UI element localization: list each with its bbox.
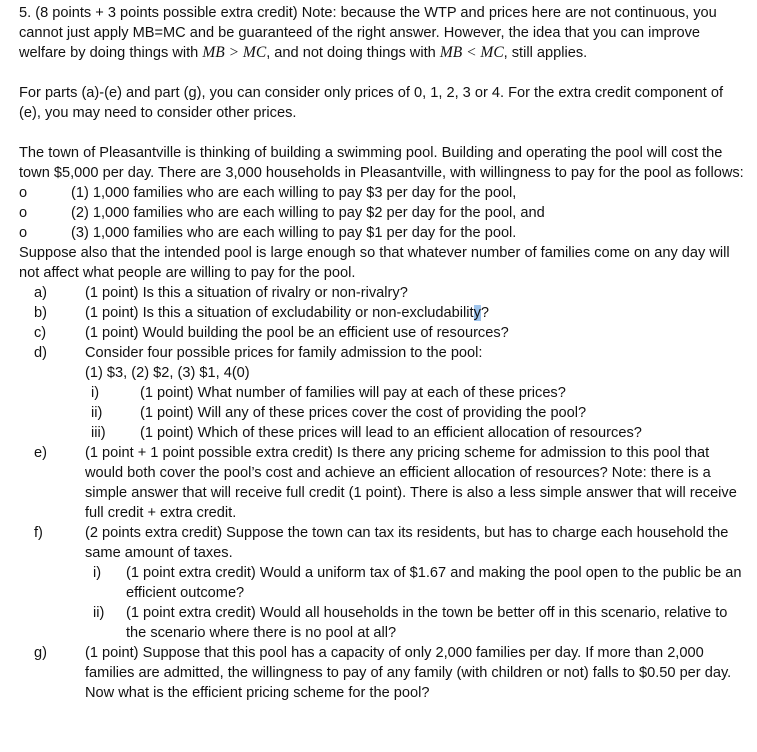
price-options: (1) $3, (2) $2, (3) $1, 4(0) <box>85 365 250 381</box>
part-c: c) (1 point) Would building the pool be an efficient use of resources? <box>34 325 509 341</box>
problem-header: 5. (8 points + 3 points possible extra credit) Note: because the WTP and prices here are not continuous, you cannot just apply MB=MC and be guaranteed of the right answer. However, the idea that you can improve welfare by doing things with MB > MC, and not doing things with MB < MC, still applies. <box>19 5 717 61</box>
part-d-iii: iii) (1 point) Which of these prices will lead to an efficient allocation of resources? <box>91 425 642 441</box>
bullet-marker: o <box>19 225 28 241</box>
part-f-i: i) (1 point extra credit) Would a uniform tax of $1.67 and making the pool open to the public be an efficient outcome? <box>93 565 742 601</box>
bullet-item: o (2) 1,000 families who are each willing to pay $2 per day for the pool, and <box>19 205 545 221</box>
bullet-marker: o <box>19 185 28 201</box>
bullet-item: o (1) 1,000 families who are each willing to pay $3 per day for the pool, <box>19 185 517 201</box>
math-mb-gt-mc: MB > MC <box>202 44 267 61</box>
part-g: g) (1 point) Suppose that this pool has a capacity of only 2,000 families per day. If more than 2,000 families are admitted, the willingness to pay of any family (with children or not) falls to $0.50 per day. Now what is the efficient pricing scheme for the pool? <box>34 645 732 701</box>
part-d: d) Consider four possible prices for family admission to the pool: (1) $3, (2) $2, (3) $1, 4(0) <box>19 343 744 383</box>
part-d-i: i) (1 point) What number of families will pay at each of these prices? <box>91 385 566 401</box>
part-a: a) (1 point) Is this a situation of rivalry or non-rivalry? <box>34 285 408 301</box>
math-mb-lt-mc: MB < MC <box>439 44 504 61</box>
part-e: e) (1 point + 1 point possible extra credit) Is there any pricing scheme for admission to this pool that would both cover the pool’s cost and achieve an efficient allocation of resources? Note: there is a simple answer that will receive full credit (1 point). There is also a less simple answer that will receive full credit + extra credit. <box>34 445 737 521</box>
bullet-item: o (3) 1,000 families who are each willing to pay $1 per day for the pool. <box>19 225 517 241</box>
prices-note: For parts (a)-(e) and part (g), you can consider only prices of 0, 1, 2, 3 or 4. For the extra credit component of (e), you may need to consider other prices. <box>19 85 724 121</box>
bullet-marker: o <box>19 205 28 221</box>
text-selection-highlight: y <box>473 305 481 321</box>
part-b: b) (1 point) Is this a situation of excludability or non-excludability? <box>34 305 489 321</box>
assumption-paragraph: Suppose also that the intended pool is large enough so that whatever number of families come on any day will not affect what people are willing to pay for the pool. <box>19 245 730 281</box>
scenario-paragraph: The town of Pleasantville is thinking of building a swimming pool. Building and operating the pool will cost the town $5,000 per day. There are 3,000 households in Pleasantville, with willingness to pay for the pool as follows: <box>19 145 744 181</box>
part-f: f) (2 points extra credit) Suppose the town can tax its residents, but has to charge each household the same amount of taxes. <box>34 525 729 561</box>
problem-document <box>19 3 744 703</box>
part-d-ii: ii) (1 point) Will any of these prices cover the cost of providing the pool? <box>91 405 587 421</box>
part-f-ii: ii) (1 point extra credit) Would all households in the town be better off in this scenario, relative to the scenario where there is no pool at all? <box>93 605 728 641</box>
